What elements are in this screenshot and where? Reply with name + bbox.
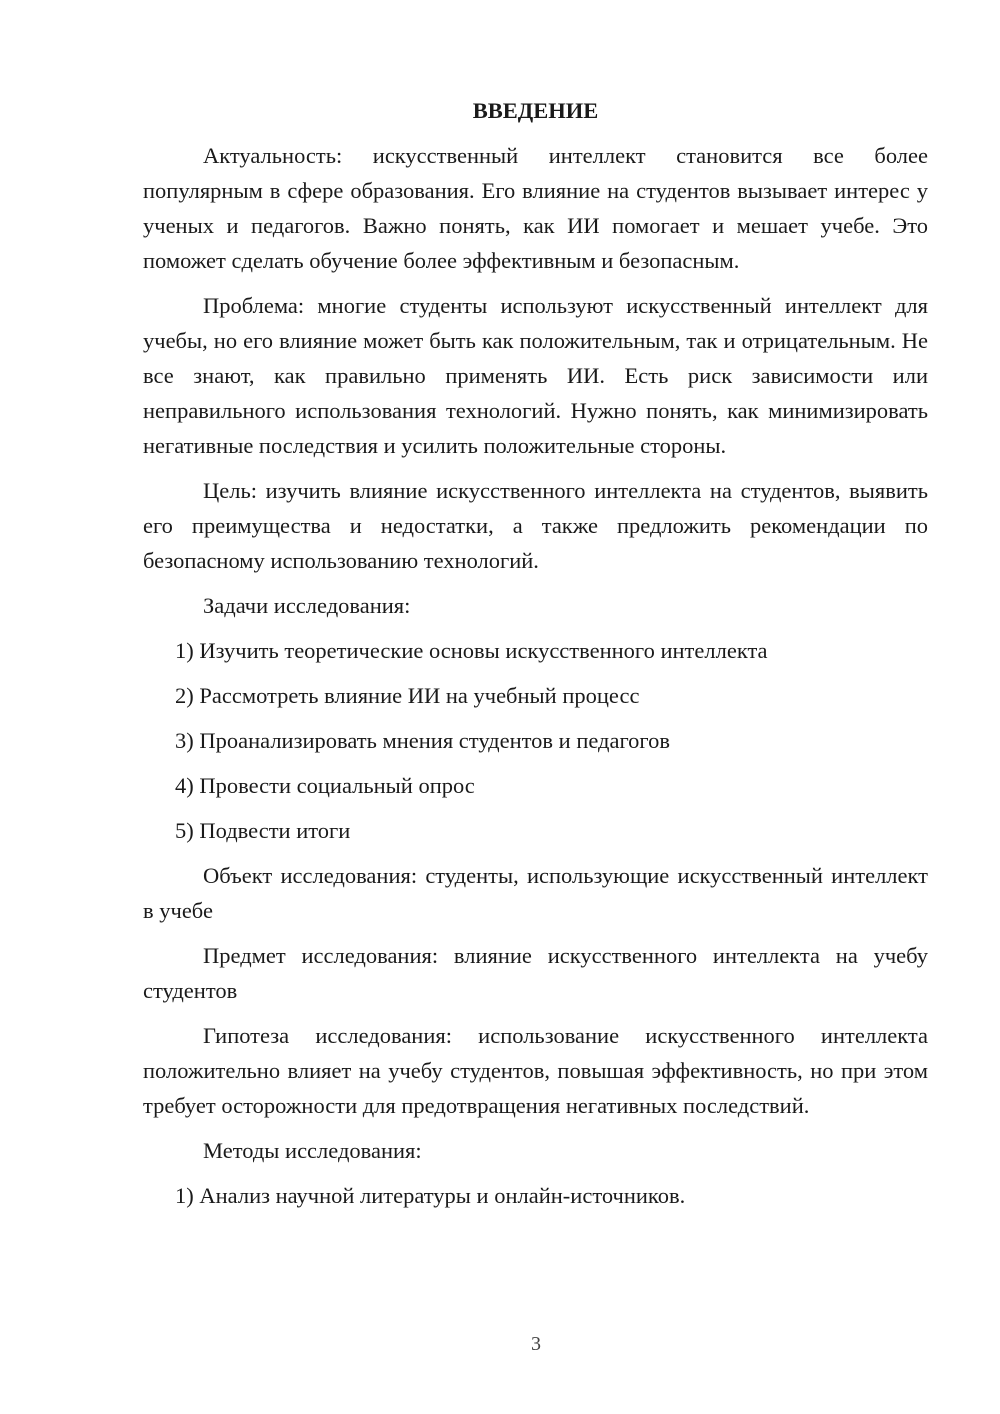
- methods-list: [143, 1178, 928, 1213]
- tasks-heading: Задачи исследования:: [203, 593, 411, 618]
- method-item: 1) Анализ научной литературы и онлайн-источников.: [175, 1183, 686, 1208]
- task-item: 1) Изучить теоретические основы искусственного интеллекта: [175, 638, 768, 663]
- tasks-list: [143, 633, 928, 848]
- task-item: 2) Рассмотреть влияние ИИ на учебный процесс: [175, 683, 640, 708]
- task-item: 3) Проанализировать мнения студентов и педагогов: [175, 728, 670, 753]
- goal-paragraph: Цель: изучить влияние искусственного интеллекта на студентов, выявить его преимущества и недостатки, а также предложить рекомендации по безопасному использованию технологий.: [143, 478, 928, 573]
- page-number: 3: [531, 1333, 541, 1355]
- hypothesis-paragraph: Гипотеза исследования: использование искусственного интеллекта положительно влияет на учебу студентов, повышая эффективность, но при этом требует осторожности для предотвращения негативных последствий.: [143, 1023, 928, 1118]
- methods-heading: Методы исследования:: [203, 1138, 422, 1163]
- document-page: [143, 96, 928, 1223]
- problem-paragraph: Проблема: многие студенты используют искусственный интеллект для учебы, но его влияние может быть как положительным, так и отрицательным. Не все знают, как правильно применять ИИ. Есть риск зависимости или неправильного использования технологий. Нужно понять, как минимизировать негативные последствия и усилить положительные стороны.: [143, 293, 928, 458]
- object-paragraph: Объект исследования: студенты, использующие искусственный интеллект в учебе: [143, 863, 928, 923]
- task-item: 4) Провести социальный опрос: [175, 773, 475, 798]
- relevance-paragraph: Актуальность: искусственный интеллект становится все более популярным в сфере образования. Его влияние на студентов вызывает интерес у ученых и педагогов. Важно понять, как ИИ помогает и мешает учебе. Это поможет сделать обучение более эффективным и безопасным.: [143, 143, 928, 273]
- subject-paragraph: Предмет исследования: влияние искусственного интеллекта на учебу студентов: [143, 943, 928, 1003]
- task-item: 5) Подвести итоги: [175, 818, 351, 843]
- section-title: ВВЕДЕНИЕ: [472, 98, 599, 123]
